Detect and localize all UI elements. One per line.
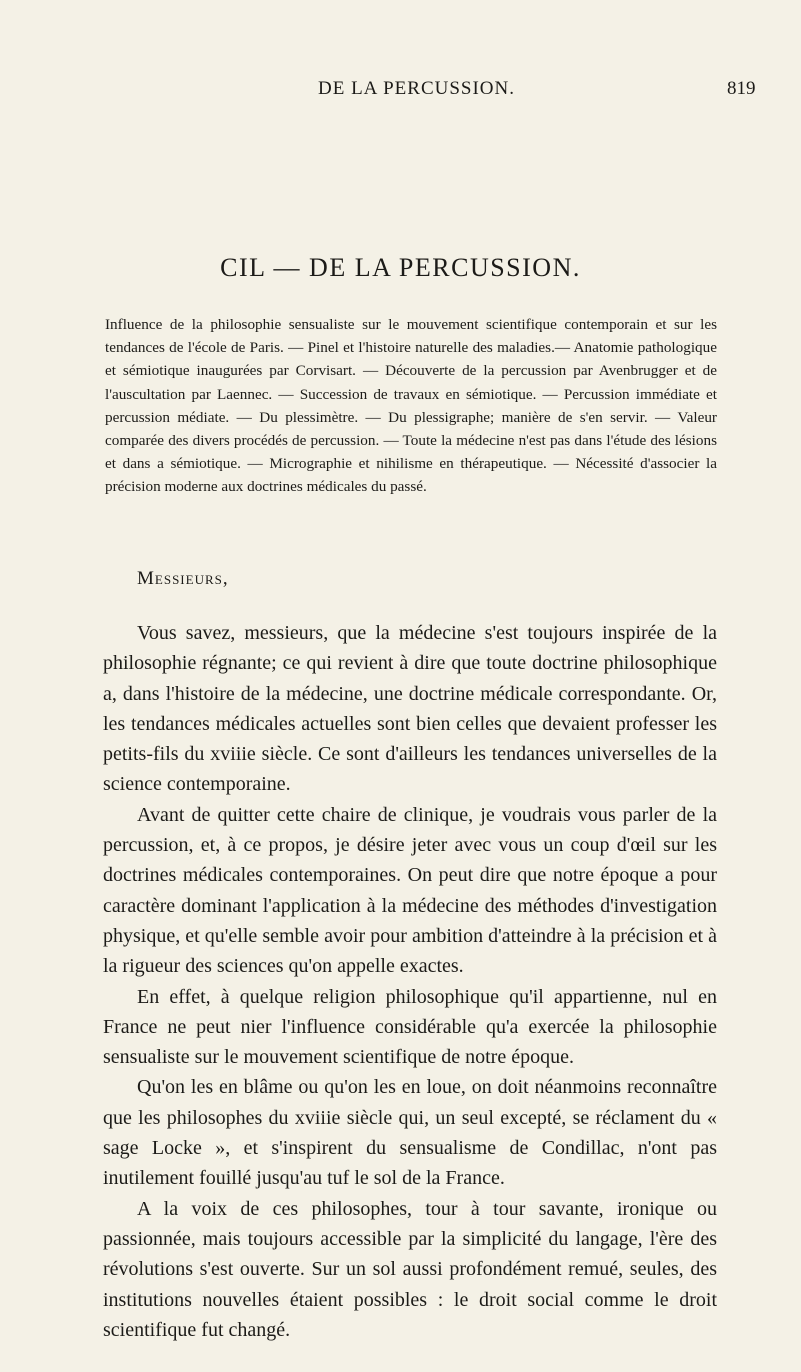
body-text [103, 618, 717, 1345]
paragraph-1: Vous savez, messieurs, que la médecine s'est toujours inspirée de la philosophie régnante; ce qui revient à dire que toute doctrine philosophique a, dans l'histoire de la médecine, une doctrine médicale correspondante. Or, les tendances médicales actuelles sont bien celles que devaient professer les petits-fils du xviiie siècle. Ce sont d'ailleurs les tendances universelles de la science contemporaine. [103, 622, 717, 796]
paragraph-4: Qu'on les en blâme ou qu'on les en loue, on doit néanmoins reconnaître que les philosophes du xviiie siècle qui, un seul excepté, se réclament du « sage Locke », et s'inspirent du sensualisme de Condillac, n'ont pas inutilement fouillé jusqu'au tuf le sol de la France. [103, 1076, 717, 1190]
chapter-summary: Influence de la philosophie sensualiste sur le mouvement scientifique contemporain et sur les tendances de l'école de Paris. — Pinel et l'histoire naturelle des maladies.— Anatomie pathologique et sémiotique inaugurées par Corvisart. — Découverte de la percussion par Avenbrugger et de l'auscultation par Laennec. — Succession de travaux en sémiotique. — Percussion immédiate et percussion médiate. — Du plessimètre. — Du plessigraphe; manière de s'en servir. — Valeur comparée des divers procédés de percussion. — Toute la médecine n'est pas dans l'étude des lésions et dans a sémiotique. — Micrographie et nihilisme en thérapeutique. — Nécessité d'associer la précision moderne aux doctrines médicales du passé. [105, 316, 717, 496]
paragraph-2: Avant de quitter cette chaire de clinique, je voudrais vous parler de la percussion, et, à ce propos, je désire jeter avec vous un coup d'œil sur les doctrines médicales contemporaines. On peut dire que notre époque a pour caractère dominant l'application à la médecine des méthodes d'investigation physique, et qu'elle semble avoir pour ambition d'atteindre à la précision et à la rigueur des sciences qu'on appelle exactes. [103, 803, 717, 978]
paragraph-3: En effet, à quelque religion philosophique qu'il appartienne, nul en France ne peut nier l'influence considérable qu'a exercée la philosophie sensualiste sur le mouvement scientifique de notre époque. [103, 985, 717, 1069]
salutation: Messieurs, [137, 568, 229, 589]
running-title: DE LA PERCUSSION. [318, 78, 515, 99]
running-head [0, 78, 801, 108]
paragraph-5: A la voix de ces philosophes, tour à tour savante, ironique ou passionnée, mais toujours accessible par la simplicité du langage, l'ère des révolutions s'est ouverte. Sur un sol aussi profondément remué, seules, des institutions nouvelles étaient possibles : le droit social comme le droit scientifique fut changé. [103, 1197, 717, 1341]
chapter-title: CIL — DE LA PERCUSSION. [220, 253, 581, 282]
page-number: 819 [727, 78, 756, 99]
